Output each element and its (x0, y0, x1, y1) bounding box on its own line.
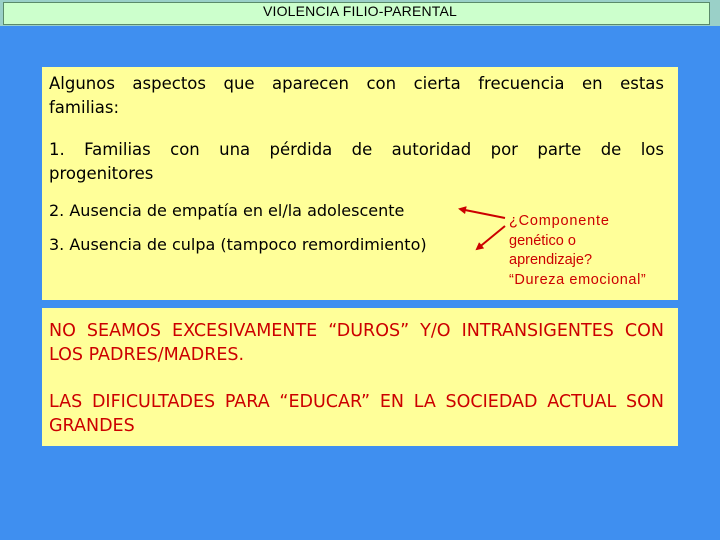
slide-title: VIOLENCIA FILIO-PARENTAL (262, 3, 458, 19)
list-item-3: 3. Ausencia de culpa (tampoco remordimiento) (49, 235, 427, 254)
intro-text: Algunos aspectos que aparecen con cierta frecuencia en estas familias: (49, 74, 664, 117)
note-line-4: “Dureza emocional” (509, 271, 647, 288)
note-line-1: ¿Componente (509, 213, 610, 229)
warning-text-2: LAS DIFICULTADES PARA “EDUCAR” EN LA SOCIEDAD ACTUAL SON GRANDES (49, 392, 664, 436)
note-line-3: aprendizaje? (509, 252, 593, 268)
warning-text-1: NO SEAMOS EXCESIVAMENTE “DUROS” Y/O INTRANSIGENTES CON LOS PADRES/MADRES. (49, 321, 664, 365)
arrow-to-item-2 (460, 209, 505, 218)
arrow-to-item-3 (477, 226, 505, 249)
list-item-2: 2. Ausencia de empatía en el/la adolescente (49, 201, 405, 220)
list-item-1: 1. Familias con una pérdida de autoridad por parte de los progenitores (49, 140, 664, 183)
note-line-2: genético o (509, 232, 576, 249)
